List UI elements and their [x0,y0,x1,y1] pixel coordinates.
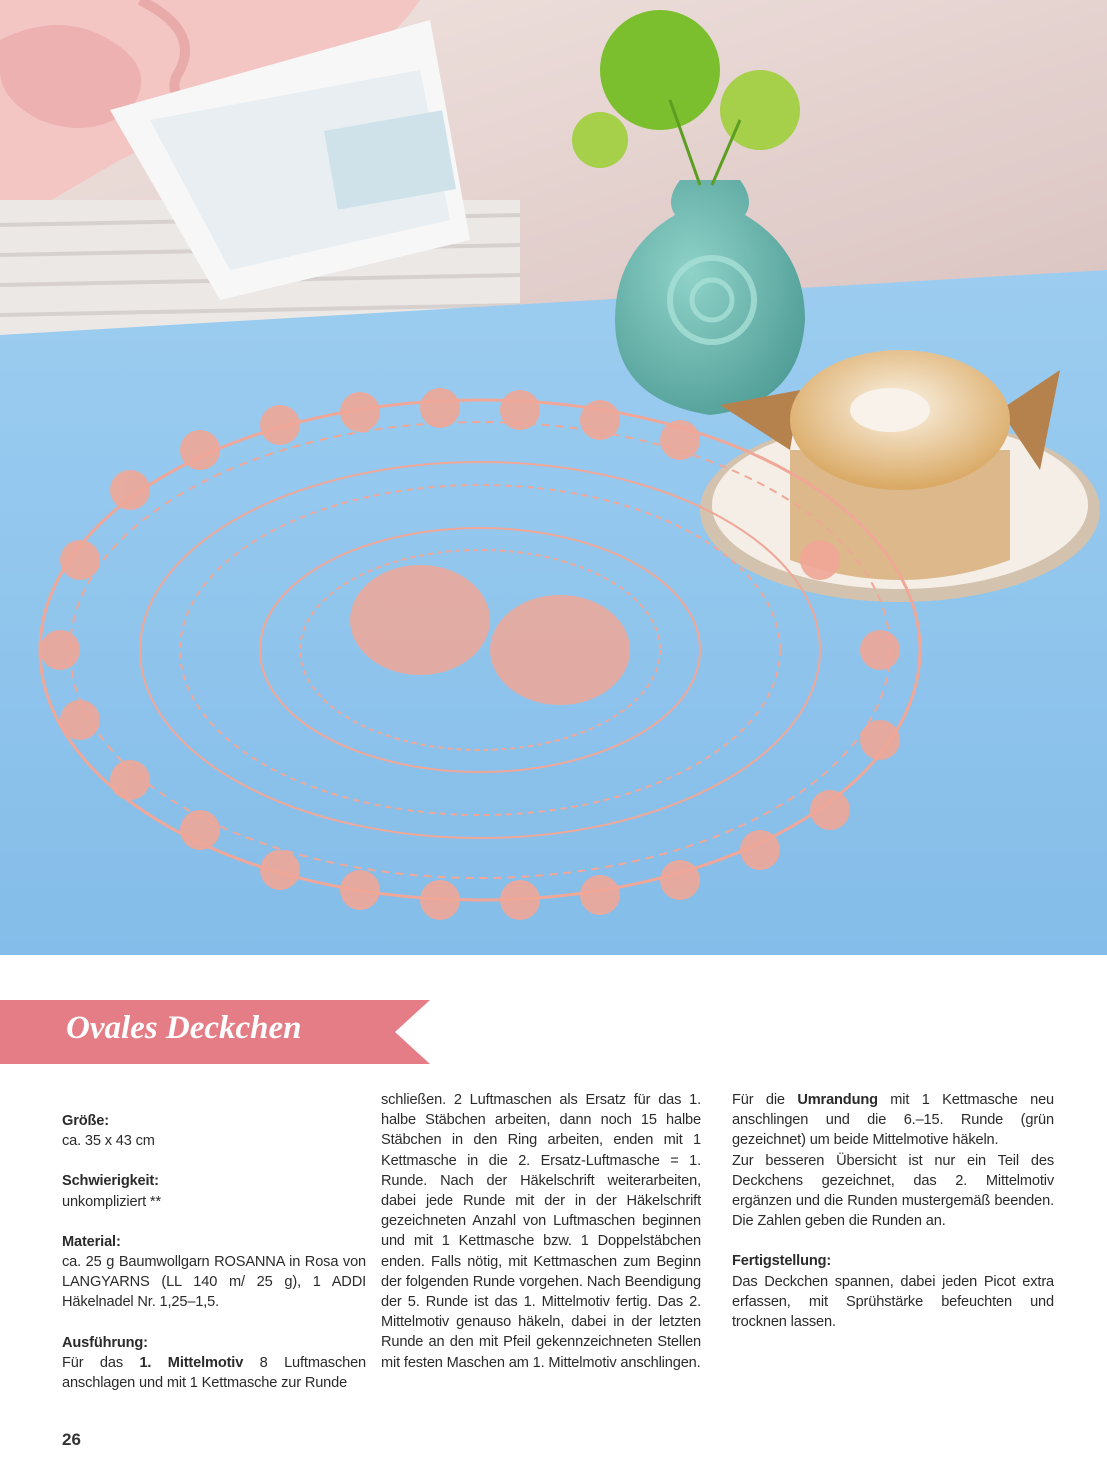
instructions-text: schließen. 2 Luftmaschen als Ersatz für das 1. halbe Stäbchen arbeiten, dann noch 15 halbe Stäbchen in den Ring arbeiten, enden mit 1 Kettmasche in die 2. Ersatz-Luftmasche = 1. Runde. Nach der Häkelschrift weiterarbeiten, dabei jede Runde mit der in der Häkelschrift gezeichneten Anzahl von Luftmaschen beginnen und mit 1 Kettmasche bzw. 1 Doppelstäbchen enden. Falls nötig, mit Kettmaschen zum Beginn der folgenden Runde vorgehen. Nach Beendigung der 5. Runde ist das 1. Mittelmotiv fertig. Das 2. Mittelmotiv genauso häkeln, dabei in der letzten Runde an den mit Pfeil gekennzeichneten Stellen mit festen Maschen am 1. Mittelmotiv anschlingen. [381,1092,701,1371]
column-2 [381,1090,701,1373]
difficulty-heading: Schwierigkeit: [62,1173,159,1190]
finish-block [732,1251,1054,1332]
execution-bold: 1. Mittelmotiv [139,1354,244,1371]
execution-post: 8 Luftmaschen anschlagen und mit 1 Kettmasche zur Runde [62,1354,366,1392]
material-block [62,1232,366,1313]
size-text: ca. 35 x 43 cm [62,1133,155,1150]
difficulty-block [62,1171,366,1211]
material-heading: Material: [62,1233,121,1250]
execution-text [62,1353,366,1393]
border-post: mit 1 Kettmasche neu anschlingen und die 6.–15. Runde (grün gezeichnet) um beide Mittelmotive häkeln. [732,1092,1055,1149]
overview-block [732,1151,1054,1232]
difficulty-text: unkompliziert ** [62,1193,161,1210]
execution-heading: Ausführung: [62,1334,148,1351]
title-ribbon [0,1000,440,1064]
column-3 [732,1090,1054,1352]
finish-text: Das Deckchen spannen, dabei jeden Picot extra erfassen, mit Sprühstärke befeuchten und trocknen lassen. [732,1273,1054,1331]
size-heading: Größe: [62,1113,109,1129]
border-text [732,1090,1054,1151]
border-bold: Umrandung [797,1092,878,1108]
overview-text: Zur besseren Übersicht ist nur ein Teil des Deckchens gezeichnet, das 2. Mittelmotiv ergänzen und die Runden mustergemäß beenden. Die Zahlen geben die Runden an. [732,1152,1054,1230]
execution-block [62,1333,366,1394]
border-pre: Für die [732,1092,798,1108]
size-block [62,1111,366,1151]
execution-pre: Für das [62,1354,140,1371]
page-number: 26 [62,1430,81,1449]
column-1 [62,1111,366,1413]
page-title: Ovales Deckchen [66,1010,302,1046]
material-text: ca. 25 g Baumwollgarn ROSANNA in Rosa von LANGYARNS (LL 140 m/ 25 g), 1 ADDI Häkelnadel Nr. 1,25–1,5. [62,1254,366,1311]
finish-heading: Fertigstellung: [732,1253,832,1270]
